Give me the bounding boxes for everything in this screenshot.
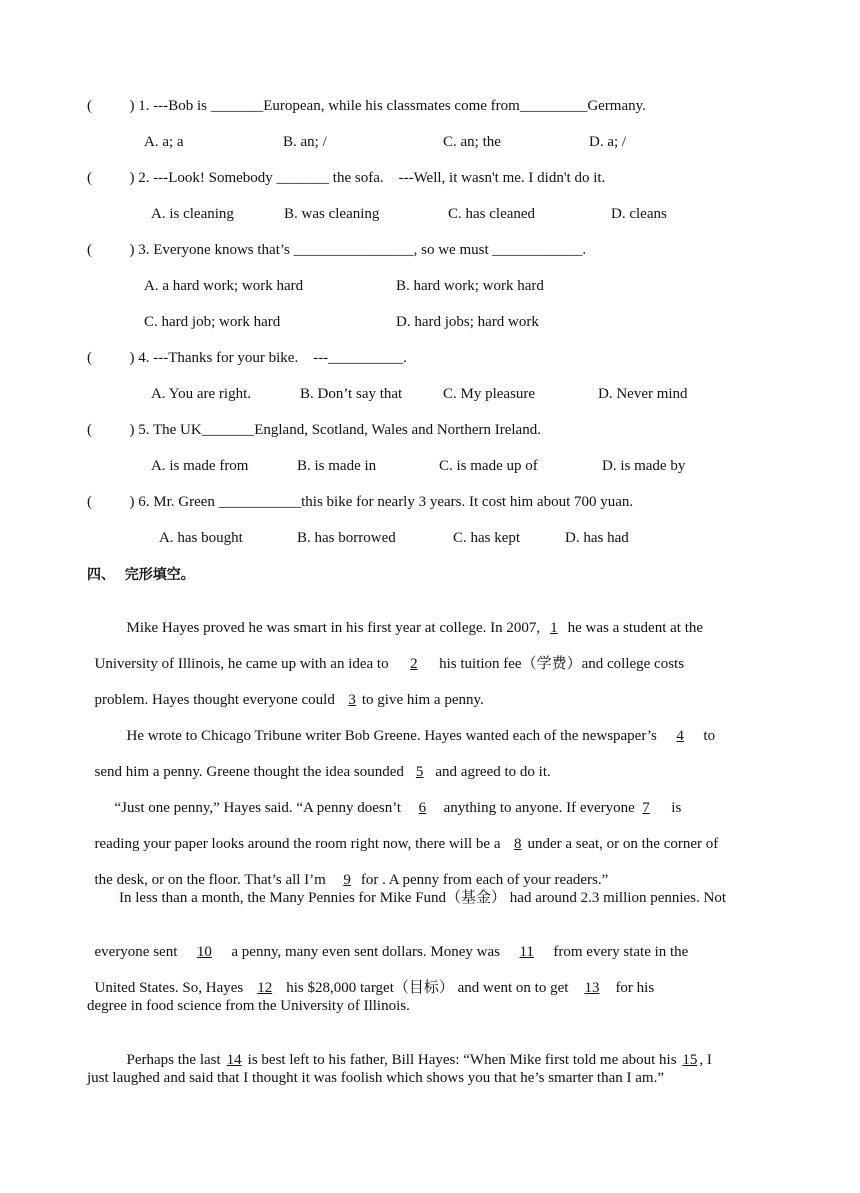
blank-4: 4 xyxy=(676,728,684,744)
blank-13: 13 xyxy=(584,980,600,996)
q3-option-d: D. hard jobs; hard work xyxy=(396,314,539,330)
q2-option-b: B. was cleaning xyxy=(284,206,380,222)
q5-option-b: B. is made in xyxy=(297,458,377,474)
q3-option-c: C. hard job; work hard xyxy=(144,314,281,330)
passage-line-4: He wrote to Chicago Tribune writer Bob Greene. Hayes wanted each of the newspaper’s 4 to xyxy=(126,728,716,744)
blank-9: 9 xyxy=(343,872,351,888)
q3-option-b: B. hard work; work hard xyxy=(396,278,544,294)
passage-line-12: degree in food science from the University of Illinois. xyxy=(87,998,410,1014)
blank-6: 6 xyxy=(418,800,427,816)
q1-option-c: C. an; the xyxy=(443,134,501,150)
q2-option-d: D. cleans xyxy=(611,206,667,222)
blank-2: 2 xyxy=(410,656,418,672)
q6-option-d: D. has had xyxy=(565,530,629,546)
blank-1: 1 xyxy=(550,620,558,636)
passage-line-6: “Just one penny,” Hayes said. “A penny doesn’t 6 anything to anyone. If everyone 7 is xyxy=(114,800,682,816)
blank-12: 12 xyxy=(257,980,273,996)
passage-line-7: reading your paper looks around the room right now, there will be a 8 under a seat, or on the corner of xyxy=(94,836,719,852)
q6-option-b: B. has borrowed xyxy=(297,530,396,546)
q4-option-d: D. Never mind xyxy=(598,386,688,402)
question-3: ( ) 3. Everyone knows that’s ________________, so we must ____________. xyxy=(87,242,587,258)
blank-7: 7 xyxy=(642,800,650,816)
question-2: ( ) 2. ---Look! Somebody _______ the sofa. ---Well, it wasn't me. I didn't do it. xyxy=(87,170,606,186)
q4-option-a: A. You are right. xyxy=(151,386,251,402)
blank-15: 15 xyxy=(682,1052,698,1068)
blank-11: 11 xyxy=(519,944,534,960)
passage-line-13: Perhaps the last 14 is best left to his father, Bill Hayes: “When Mike first told me about his 15 , I xyxy=(126,1052,712,1068)
q4-option-b: B. Don’t say that xyxy=(300,386,403,402)
passage-line-3: problem. Hayes thought everyone could 3 to give him a penny. xyxy=(94,692,484,708)
blank-8: 8 xyxy=(514,836,522,852)
question-4: ( ) 4. ---Thanks for your bike. ---__________. xyxy=(87,350,407,366)
passage-line-5: send him a penny. Greene thought the idea sounded 5 and agreed to do it. xyxy=(94,764,551,780)
q5-option-d: D. is made by xyxy=(602,458,686,474)
passage-line-2: University of Illinois, he came up with an idea to 2 his tuition fee（学费）and college costs xyxy=(94,656,685,672)
passage-line-14: just laughed and said that I thought it was foolish which shows you that he’s smarter than I am.” xyxy=(87,1070,664,1086)
q6-option-a: A. has bought xyxy=(159,530,243,546)
passage-line-1: Mike Hayes proved he was smart in his first year at college. In 2007, 1 he was a student at the xyxy=(126,620,704,636)
q1-option-a: A. a; a xyxy=(144,134,184,150)
blank-3: 3 xyxy=(348,692,356,708)
q2-option-c: C. has cleaned xyxy=(448,206,536,222)
blank-5: 5 xyxy=(415,764,424,780)
section-4-title: 四、 完形填空。 xyxy=(87,567,195,583)
blank-10: 10 xyxy=(196,944,212,960)
question-1: ( ) 1. ---Bob is _______European, while his classmates come from_________Germany. xyxy=(87,98,646,114)
passage-line-11: United States. So, Hayes 12 his $28,000 target（目标） and went on to get 13 for his xyxy=(94,980,655,996)
q3-option-a: A. a hard work; work hard xyxy=(144,278,304,294)
passage-line-9: In less than a month, the Many Pennies for Mike Fund（基金） had around 2.3 million pennies. Not xyxy=(119,890,727,906)
q1-option-b: B. an; / xyxy=(283,134,327,150)
passage-line-10: everyone sent 10 a penny, many even sent dollars. Money was 11 from every state in the xyxy=(94,944,689,960)
q4-option-c: C. My pleasure xyxy=(443,386,536,402)
q6-option-c: C. has kept xyxy=(453,530,521,546)
q5-option-a: A. is made from xyxy=(151,458,249,474)
passage-line-8: the desk, or on the floor. That’s all I’m 9 for . A penny from each of your readers.” xyxy=(94,872,609,888)
question-5: ( ) 5. The UK_______England, Scotland, Wales and Northern Ireland. xyxy=(87,422,541,438)
q2-option-a: A. is cleaning xyxy=(151,206,234,222)
q1-option-d: D. a; / xyxy=(589,134,627,150)
blank-14: 14 xyxy=(226,1052,242,1068)
q5-option-c: C. is made up of xyxy=(439,458,538,474)
question-6: ( ) 6. Mr. Green ___________this bike for nearly 3 years. It cost him about 700 yuan. xyxy=(87,494,634,510)
